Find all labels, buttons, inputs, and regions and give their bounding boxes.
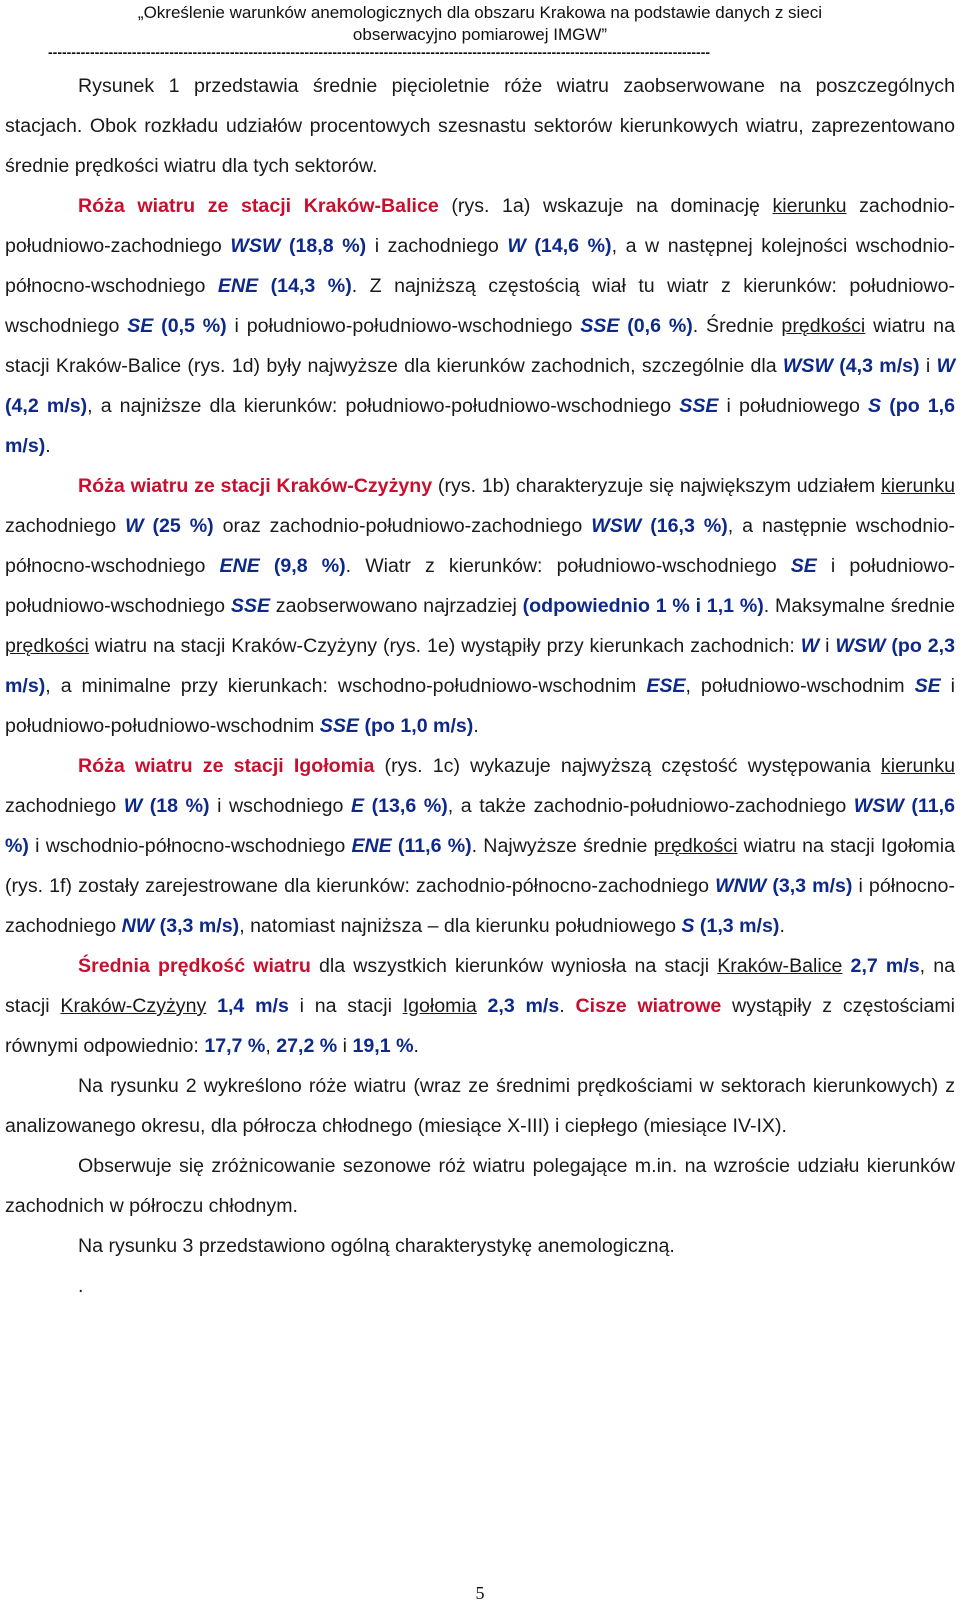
direction-code: SE [914,675,941,697]
text-run: . Maksymalne średnie [763,595,956,617]
text-run: , a także zachodnio-południowo-zachodniego [447,795,854,817]
direction-code: WSW [782,355,833,377]
value-highlight: (3,3 m/s) [154,915,240,937]
value-highlight: 19,1 % [352,1035,414,1057]
text-run: . [45,435,51,457]
text-run: wiatru na stacji Igołomia (rys. 1f) zostały zarejestrowane dla kierunków: zachodnio-północno-zachodniego [5,835,955,897]
direction-code: ENE [219,555,260,577]
value-highlight: (11,6 %) [391,835,472,857]
text-run: . Z najniższą częstością wiał tu wiatr z kierunków: południowo-wschodniego [5,275,956,337]
direction-code: WSW [230,235,281,257]
paragraph-seasonal [5,1146,955,1226]
text-run: , południowo-wschodnim [685,675,915,697]
page-number: 5 [475,1583,485,1603]
value-highlight: (14,3 %) [258,275,352,297]
text-run: zachodnio-południowo-zachodniego [5,195,955,257]
value-highlight: (odpowiednio 1 % i 1,1 %) [522,595,764,617]
text-run: dla wszystkich kierunków wyniosła na stacji [310,955,718,977]
paragraph-text: . [78,1275,84,1297]
direction-code: SSE [580,315,620,337]
direction-code: E [350,795,365,817]
text-run: i [337,1035,353,1057]
section-highlight: Róża wiatru ze stacji Kraków-Balice [78,195,439,217]
direction-code: ENE [351,835,392,857]
value-highlight: (po 1,0 m/s) [359,715,474,737]
text-run: , natomiast najniższa – dla kierunku południowego [239,915,682,937]
text-run: . Najwyższe średnie [471,835,654,857]
direction-code: SSE [679,395,719,417]
value-highlight: (25 %) [143,515,214,537]
text-run: . [779,915,785,937]
direction-code: W [800,635,820,657]
value-highlight: (13,6 %) [364,795,448,817]
text-run: wiatru na stacji Kraków-Balice (rys. 1d) były najwyższe dla kierunków zachodnich, szczególnie dla [5,315,955,377]
underlined-term: kierunku [880,755,955,777]
value-highlight: (11,6 %) [5,795,955,857]
text-run: , a w następnej kolejności wschodnio-północno-wschodniego [5,235,955,297]
station-name: Igołomia [402,995,477,1017]
value-highlight: (3,3 m/s) [766,875,853,897]
value-highlight: (4,2 m/s) [5,395,88,417]
value-highlight: (18,8 %) [280,235,367,257]
direction-code: NW [121,915,155,937]
value-highlight: 1,4 m/s [206,995,289,1017]
section-highlight: Średnia prędkość wiatru [78,955,311,977]
text-run: i południowego [718,395,869,417]
text-run: wiatru na stacji Kraków-Czyżyny (rys. 1e) wystąpiły przy kierunkach zachodnich: [88,635,801,657]
text-run: (rys. 1a) wskazuje na dominację [438,195,773,217]
text-run: . Wiatr z kierunków: południowo-wschodniego [345,555,791,577]
paragraph-text: Na rysunku 2 wykreślono róże wiatru (wraz ze średnimi prędkościami w sektorach kierunkowych) z analizowanego okresu, dla półrocza chłodnego (miesiące X-III) i ciepłego (miesiące IV-IX). [5,1075,955,1137]
underlined-term: prędkości [653,835,738,857]
paragraph-krakow-czyzyny [5,466,955,746]
text-run: (rys. 1c) wykazuje najwyższą częstość występowania [374,755,881,777]
value-highlight: (0,6 %) [619,315,693,337]
value-highlight: (po 2,3 m/s) [5,635,955,697]
text-run: , a najniższe dla kierunków: południowo-południowo-wschodniego [87,395,680,417]
paragraph-figure-2 [5,1066,955,1146]
paragraph-dot [5,1266,955,1306]
text-run: i południowo-południowo-wschodniego [226,315,581,337]
text-run: , na stacji [5,955,955,1017]
direction-code: WSW [835,635,886,657]
underlined-term: prędkości [781,315,866,337]
paragraph-text: Obserwuje się zróżnicowanie sezonowe róż wiatru polegające m.in. na wzroście udziału kierunków zachodnich w półroczu chłodnym. [5,1155,955,1217]
text-run: (rys. 1b) charakteryzuje się największym udziałem [432,475,881,497]
paragraph-intro [5,66,955,186]
text-run: wystąpiły z częstościami równymi odpowiednio: [5,995,956,1057]
station-name: Kraków-Balice [717,955,843,977]
paragraph-text: Rysunek 1 przedstawia średnie pięcioletnie róże wiatru zaobserwowane na poszczególnych stacjach. Obok rozkładu udziałów procentowych szesnastu sektorów kierunkowych wiatru, zaprezentowano średnie prędkości wiatru dla tych sektorów. [5,75,955,177]
value-highlight: (po 1,6 m/s) [5,395,955,457]
text-run: , a minimalne przy kierunkach: wschodno-południowo-wschodnim [45,675,647,697]
text-run: zaobserwowano najrzadziej [270,595,523,617]
text-run: i południowo-południowo-wschodnim [5,675,956,737]
underlined-term: kierunku [880,475,955,497]
direction-code: ENE [217,275,259,297]
text-run: oraz zachodnio-południowo-zachodniego [213,515,592,537]
direction-code: SSE [319,715,359,737]
direction-code: SE [127,315,154,337]
header-divider: ---------------------------------------------------------------------------------------------------------------------------------------------- [48,44,711,60]
direction-code: WSW [591,515,642,537]
value-highlight: 2,7 m/s [842,955,920,977]
text-run: . [473,715,479,737]
paragraph-average-speed [5,946,955,1066]
header-title-line-2: obserwacyjno pomiarowej IMGW” [352,25,608,44]
text-run: . [413,1035,419,1057]
paragraph-krakow-balice [5,186,955,466]
text-run: zachodniego [5,515,126,537]
value-highlight: (14,6 %) [525,235,612,257]
direction-code: W [125,515,144,537]
direction-code: WSW [853,795,904,817]
text-run: i [819,635,836,657]
value-highlight: 17,7 % [204,1035,266,1057]
value-highlight: 27,2 % [276,1035,338,1057]
text-run: i wschodniego [209,795,351,817]
text-run: . Średnie [692,315,782,337]
paragraph-figure-3 [5,1226,955,1266]
text-run: , a następnie wschodnio-północno-wschodniego [5,515,955,577]
direction-code: ESE [646,675,686,697]
direction-code: S [681,915,695,937]
section-highlight: Cisze wiatrowe [575,995,722,1017]
value-highlight: 2,3 m/s [476,995,560,1017]
direction-code: SSE [230,595,271,617]
value-highlight: (16,3 %) [641,515,728,537]
paragraph-text: Na rysunku 3 przedstawiono ogólną charakterystykę anemologiczną. [78,1235,675,1257]
section-highlight: Róża wiatru ze stacji Kraków-Czyżyny [78,475,433,497]
document-body [5,66,955,1306]
text-run: , [265,1035,277,1057]
paragraph-igolomia [5,746,955,946]
text-run: zachodniego [5,795,124,817]
direction-code: W [936,355,955,377]
value-highlight: (1,3 m/s) [694,915,780,937]
direction-code: WNW [715,875,767,897]
direction-code: W [123,795,143,817]
direction-code: SE [790,555,817,577]
text-run: . [559,995,576,1017]
value-highlight: (4,3 m/s) [832,355,920,377]
text-run: i [919,355,937,377]
text-run: i wschodnio-północno-wschodniego [28,835,352,857]
underlined-term: kierunku [772,195,847,217]
station-name: Kraków-Czyżyny [60,995,207,1017]
value-highlight: (18 %) [142,795,210,817]
page-header [0,2,960,46]
value-highlight: (0,5 %) [153,315,227,337]
text-run: i zachodniego [366,235,508,257]
text-run: i południowo-południowo-wschodniego [5,555,955,617]
header-title-line-1: „Określenie warunków anemologicznych dla obszaru Krakowa na podstawie danych z sieci [137,3,823,22]
text-run: i na stacji [288,995,403,1017]
direction-code: S [868,395,882,417]
section-highlight: Róża wiatru ze stacji Igołomia [78,755,375,777]
value-highlight: (9,8 %) [259,555,346,577]
direction-code: W [507,235,526,257]
text-run: i północno-zachodniego [5,875,955,937]
underlined-term: prędkości [5,635,89,657]
